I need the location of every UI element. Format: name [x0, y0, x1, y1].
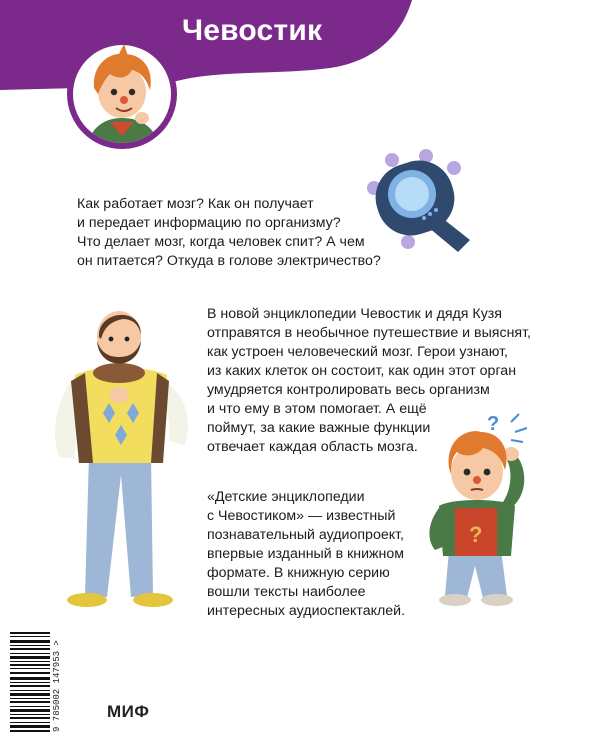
chevostik-portrait [66, 38, 178, 150]
series-paragraph: «Детские энциклопедии с Чевостиком» — известный познавательный аудиопроект, впервые изданный в книжном формате. В книжную серию вошли тексты наиболее интересных аудиоспектаклей. [207, 489, 406, 619]
svg-text:?: ? [469, 522, 483, 547]
uncle-kuzya-figure [45, 295, 205, 613]
series-title: Чевостик [182, 14, 323, 47]
barcode-digits: 9 785002 147953 > [52, 640, 62, 732]
barcode [10, 632, 50, 732]
main-paragraph: В новой энциклопедии Чевостик и дядя Кузя отправятся в необычное путешествие и выяснят, как устроен человеческий мозг. Герои узнают, из каких клеток он состоит, как один этот орган умудряется контролировать весь организм и что ему в этом помогает. А ещё поймут, за какие важные функции отвечает каждая область мозга. [207, 306, 531, 455]
svg-text:?: ? [487, 413, 500, 435]
publisher-logo: МИФ [107, 702, 150, 721]
intro-paragraph: Как работает мозг? Как он получает и передает информацию по организму? Что делает мозг, когда человек спит? А чем он питается? Откуда в голове электричество? [77, 196, 381, 269]
brain-scanner-gadget [362, 148, 480, 256]
chevostik-thinking-figure [415, 410, 545, 608]
